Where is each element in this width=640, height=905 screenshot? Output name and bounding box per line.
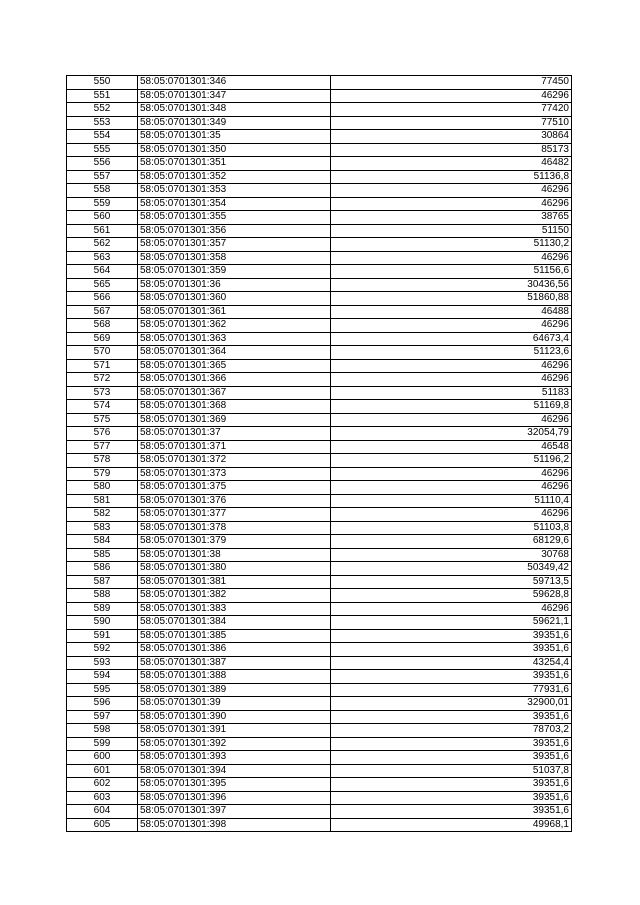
table-row: [67, 575, 572, 589]
row-number-cell: 558: [67, 184, 138, 198]
cadastral-value-cell: 39351,6: [331, 670, 572, 684]
row-number-cell: 559: [67, 197, 138, 211]
row-number-cell: 582: [67, 508, 138, 522]
cadastral-value-cell: 50349,42: [331, 562, 572, 576]
cadastral-number-cell: 58:05:0701301:382: [138, 589, 331, 603]
cadastral-value-cell: 39351,6: [331, 710, 572, 724]
cadastral-value-cell: 46296: [331, 251, 572, 265]
cadastral-number-cell: 58:05:0701301:387: [138, 656, 331, 670]
cadastral-number-cell: 58:05:0701301:390: [138, 710, 331, 724]
table-row: [67, 157, 572, 171]
row-number-cell: 563: [67, 251, 138, 265]
row-number-cell: 592: [67, 643, 138, 657]
row-number-cell: 552: [67, 103, 138, 117]
table-row: [67, 629, 572, 643]
row-number-cell: 568: [67, 319, 138, 333]
row-number-cell: 586: [67, 562, 138, 576]
table-row: [67, 697, 572, 711]
cadastral-number-cell: 58:05:0701301:358: [138, 251, 331, 265]
cadastral-value-cell: 46296: [331, 467, 572, 481]
row-number-cell: 571: [67, 359, 138, 373]
cadastral-value-cell: 46296: [331, 89, 572, 103]
cadastral-value-cell: 51169,8: [331, 400, 572, 414]
cadastral-value-cell: 46296: [331, 373, 572, 387]
cadastral-number-cell: 58:05:0701301:362: [138, 319, 331, 333]
row-number-cell: 556: [67, 157, 138, 171]
table-row: [67, 211, 572, 225]
table-row: [67, 670, 572, 684]
table-row: [67, 224, 572, 238]
cadastral-number-cell: 58:05:0701301:377: [138, 508, 331, 522]
cadastral-number-cell: 58:05:0701301:346: [138, 76, 331, 90]
row-number-cell: 596: [67, 697, 138, 711]
cadastral-number-cell: 58:05:0701301:354: [138, 197, 331, 211]
row-number-cell: 583: [67, 521, 138, 535]
cadastral-value-cell: 46296: [331, 413, 572, 427]
cadastral-value-cell: 77931,6: [331, 683, 572, 697]
cadastral-number-cell: 58:05:0701301:389: [138, 683, 331, 697]
table-row: [67, 454, 572, 468]
cadastral-value-cell: 51130,2: [331, 238, 572, 252]
table-row: [67, 791, 572, 805]
row-number-cell: 564: [67, 265, 138, 279]
cadastral-number-cell: 58:05:0701301:369: [138, 413, 331, 427]
cadastral-value-cell: 59628,8: [331, 589, 572, 603]
cadastral-number-cell: 58:05:0701301:365: [138, 359, 331, 373]
cadastral-number-cell: 58:05:0701301:388: [138, 670, 331, 684]
cadastral-number-cell: 58:05:0701301:372: [138, 454, 331, 468]
table-row: [67, 548, 572, 562]
cadastral-value-cell: 39351,6: [331, 791, 572, 805]
row-number-cell: 601: [67, 764, 138, 778]
table-row: [67, 508, 572, 522]
cadastral-value-cell: 51136,8: [331, 170, 572, 184]
table-row: [67, 400, 572, 414]
table-row: [67, 481, 572, 495]
cadastral-value-cell: 30768: [331, 548, 572, 562]
row-number-cell: 573: [67, 386, 138, 400]
table-row: [67, 292, 572, 306]
cadastral-value-cell: 77510: [331, 116, 572, 130]
cadastral-value-cell: 46296: [331, 197, 572, 211]
cadastral-number-cell: 58:05:0701301:386: [138, 643, 331, 657]
cadastral-value-cell: 64673,4: [331, 332, 572, 346]
table-row: [67, 76, 572, 90]
cadastral-value-cell: 77450: [331, 76, 572, 90]
row-number-cell: 590: [67, 616, 138, 630]
row-number-cell: 570: [67, 346, 138, 360]
row-number-cell: 566: [67, 292, 138, 306]
cadastral-number-cell: 58:05:0701301:381: [138, 575, 331, 589]
cadastral-number-cell: 58:05:0701301:380: [138, 562, 331, 576]
cadastral-number-cell: 58:05:0701301:349: [138, 116, 331, 130]
cadastral-number-cell: 58:05:0701301:357: [138, 238, 331, 252]
row-number-cell: 561: [67, 224, 138, 238]
cadastral-value-cell: 39351,6: [331, 629, 572, 643]
cadastral-number-cell: 58:05:0701301:363: [138, 332, 331, 346]
cadastral-number-cell: 58:05:0701301:366: [138, 373, 331, 387]
table-row: [67, 724, 572, 738]
row-number-cell: 587: [67, 575, 138, 589]
row-number-cell: 597: [67, 710, 138, 724]
cadastral-value-cell: 51123,6: [331, 346, 572, 360]
table-row: [67, 683, 572, 697]
table-row: [67, 805, 572, 819]
cadastral-number-cell: 58:05:0701301:383: [138, 602, 331, 616]
row-number-cell: 599: [67, 737, 138, 751]
row-number-cell: 598: [67, 724, 138, 738]
cadastral-value-cell: 39351,6: [331, 643, 572, 657]
cadastral-value-cell: 46296: [331, 184, 572, 198]
row-number-cell: 591: [67, 629, 138, 643]
row-number-cell: 603: [67, 791, 138, 805]
cadastral-value-cell: 43254,4: [331, 656, 572, 670]
row-number-cell: 589: [67, 602, 138, 616]
row-number-cell: 562: [67, 238, 138, 252]
row-number-cell: 584: [67, 535, 138, 549]
cadastral-value-cell: 49968,1: [331, 818, 572, 832]
row-number-cell: 551: [67, 89, 138, 103]
cadastral-number-cell: 58:05:0701301:353: [138, 184, 331, 198]
cadastral-value-cell: 38765: [331, 211, 572, 225]
table-row: [67, 103, 572, 117]
table-row: [67, 440, 572, 454]
cadastral-value-cell: 77420: [331, 103, 572, 117]
table-row: [67, 346, 572, 360]
cadastral-value-cell: 59621,1: [331, 616, 572, 630]
cadastral-number-cell: 58:05:0701301:396: [138, 791, 331, 805]
row-number-cell: 572: [67, 373, 138, 387]
row-number-cell: 602: [67, 778, 138, 792]
table-row: [67, 238, 572, 252]
table-row: [67, 643, 572, 657]
cadastral-number-cell: 58:05:0701301:398: [138, 818, 331, 832]
row-number-cell: 585: [67, 548, 138, 562]
table-row: [67, 89, 572, 103]
cadastral-value-cell: 59713,5: [331, 575, 572, 589]
cadastral-value-cell: 39351,6: [331, 778, 572, 792]
table-row: [67, 494, 572, 508]
table-row: [67, 184, 572, 198]
table-row: [67, 332, 572, 346]
table-row: [67, 616, 572, 630]
cadastral-number-cell: 58:05:0701301:355: [138, 211, 331, 225]
row-number-cell: 565: [67, 278, 138, 292]
table-row: [67, 562, 572, 576]
row-number-cell: 605: [67, 818, 138, 832]
cadastral-number-cell: 58:05:0701301:350: [138, 143, 331, 157]
cadastral-value-table: [66, 75, 572, 832]
cadastral-value-cell: 78703,2: [331, 724, 572, 738]
cadastral-value-cell: 32900,01: [331, 697, 572, 711]
cadastral-number-cell: 58:05:0701301:395: [138, 778, 331, 792]
row-number-cell: 575: [67, 413, 138, 427]
row-number-cell: 560: [67, 211, 138, 225]
row-number-cell: 553: [67, 116, 138, 130]
cadastral-number-cell: 58:05:0701301:379: [138, 535, 331, 549]
cadastral-number-cell: 58:05:0701301:385: [138, 629, 331, 643]
table-row: [67, 535, 572, 549]
cadastral-number-cell: 58:05:0701301:39: [138, 697, 331, 711]
row-number-cell: 580: [67, 481, 138, 495]
table-row: [67, 143, 572, 157]
table-row: [67, 359, 572, 373]
table-row: [67, 197, 572, 211]
row-number-cell: 576: [67, 427, 138, 441]
row-number-cell: 595: [67, 683, 138, 697]
row-number-cell: 600: [67, 751, 138, 765]
cadastral-number-cell: 58:05:0701301:391: [138, 724, 331, 738]
cadastral-value-cell: 39351,6: [331, 737, 572, 751]
table-row: [67, 170, 572, 184]
cadastral-number-cell: 58:05:0701301:393: [138, 751, 331, 765]
cadastral-number-cell: 58:05:0701301:394: [138, 764, 331, 778]
table-row: [67, 130, 572, 144]
cadastral-number-cell: 58:05:0701301:397: [138, 805, 331, 819]
row-number-cell: 550: [67, 76, 138, 90]
table-row: [67, 656, 572, 670]
cadastral-number-cell: 58:05:0701301:359: [138, 265, 331, 279]
cadastral-value-cell: 46548: [331, 440, 572, 454]
cadastral-value-cell: 51860,88: [331, 292, 572, 306]
cadastral-number-cell: 58:05:0701301:352: [138, 170, 331, 184]
cadastral-value-cell: 46296: [331, 481, 572, 495]
cadastral-value-cell: 30436,56: [331, 278, 572, 292]
cadastral-number-cell: 58:05:0701301:367: [138, 386, 331, 400]
cadastral-value-cell: 51156,6: [331, 265, 572, 279]
table-row: [67, 265, 572, 279]
row-number-cell: 555: [67, 143, 138, 157]
row-number-cell: 578: [67, 454, 138, 468]
table-row: [67, 818, 572, 832]
cadastral-number-cell: 58:05:0701301:364: [138, 346, 331, 360]
cadastral-number-cell: 58:05:0701301:37: [138, 427, 331, 441]
cadastral-number-cell: 58:05:0701301:384: [138, 616, 331, 630]
cadastral-value-cell: 51037,8: [331, 764, 572, 778]
row-number-cell: 574: [67, 400, 138, 414]
cadastral-number-cell: 58:05:0701301:347: [138, 89, 331, 103]
cadastral-number-cell: 58:05:0701301:378: [138, 521, 331, 535]
cadastral-number-cell: 58:05:0701301:392: [138, 737, 331, 751]
cadastral-value-cell: 51103,8: [331, 521, 572, 535]
cadastral-value-cell: 68129,6: [331, 535, 572, 549]
row-number-cell: 593: [67, 656, 138, 670]
table-row: [67, 751, 572, 765]
cadastral-value-cell: 51183: [331, 386, 572, 400]
cadastral-value-cell: 30864: [331, 130, 572, 144]
cadastral-value-cell: 39351,6: [331, 751, 572, 765]
cadastral-number-cell: 58:05:0701301:356: [138, 224, 331, 238]
table-row: [67, 521, 572, 535]
row-number-cell: 594: [67, 670, 138, 684]
cadastral-value-cell: 46296: [331, 602, 572, 616]
row-number-cell: 557: [67, 170, 138, 184]
table-row: [67, 319, 572, 333]
table-row: [67, 373, 572, 387]
row-number-cell: 588: [67, 589, 138, 603]
cadastral-number-cell: 58:05:0701301:361: [138, 305, 331, 319]
cadastral-number-cell: 58:05:0701301:348: [138, 103, 331, 117]
table-row: [67, 737, 572, 751]
row-number-cell: 579: [67, 467, 138, 481]
table-row: [67, 116, 572, 130]
cadastral-value-cell: 39351,6: [331, 805, 572, 819]
table-row: [67, 764, 572, 778]
row-number-cell: 581: [67, 494, 138, 508]
row-number-cell: 554: [67, 130, 138, 144]
cadastral-number-cell: 58:05:0701301:360: [138, 292, 331, 306]
table-row: [67, 589, 572, 603]
row-number-cell: 577: [67, 440, 138, 454]
cadastral-number-cell: 58:05:0701301:368: [138, 400, 331, 414]
table-row: [67, 710, 572, 724]
cadastral-value-cell: 46296: [331, 359, 572, 373]
row-number-cell: 604: [67, 805, 138, 819]
cadastral-value-cell: 46296: [331, 319, 572, 333]
cadastral-value-cell: 85173: [331, 143, 572, 157]
table-row: [67, 413, 572, 427]
cadastral-value-cell: 46488: [331, 305, 572, 319]
table-row: [67, 427, 572, 441]
row-number-cell: 569: [67, 332, 138, 346]
cadastral-number-cell: 58:05:0701301:371: [138, 440, 331, 454]
cadastral-number-cell: 58:05:0701301:35: [138, 130, 331, 144]
table-body: [67, 76, 572, 832]
table-row: [67, 778, 572, 792]
table-row: [67, 278, 572, 292]
row-number-cell: 567: [67, 305, 138, 319]
cadastral-number-cell: 58:05:0701301:351: [138, 157, 331, 171]
cadastral-value-cell: 51150: [331, 224, 572, 238]
table-row: [67, 305, 572, 319]
cadastral-number-cell: 58:05:0701301:376: [138, 494, 331, 508]
cadastral-number-cell: 58:05:0701301:36: [138, 278, 331, 292]
cadastral-value-cell: 32054,79: [331, 427, 572, 441]
cadastral-value-cell: 51110,4: [331, 494, 572, 508]
table-row: [67, 251, 572, 265]
cadastral-value-cell: 46296: [331, 508, 572, 522]
cadastral-number-cell: 58:05:0701301:375: [138, 481, 331, 495]
cadastral-value-cell: 46482: [331, 157, 572, 171]
cadastral-number-cell: 58:05:0701301:38: [138, 548, 331, 562]
table-row: [67, 386, 572, 400]
cadastral-value-cell: 51196,2: [331, 454, 572, 468]
table-row: [67, 602, 572, 616]
table-row: [67, 467, 572, 481]
cadastral-number-cell: 58:05:0701301:373: [138, 467, 331, 481]
